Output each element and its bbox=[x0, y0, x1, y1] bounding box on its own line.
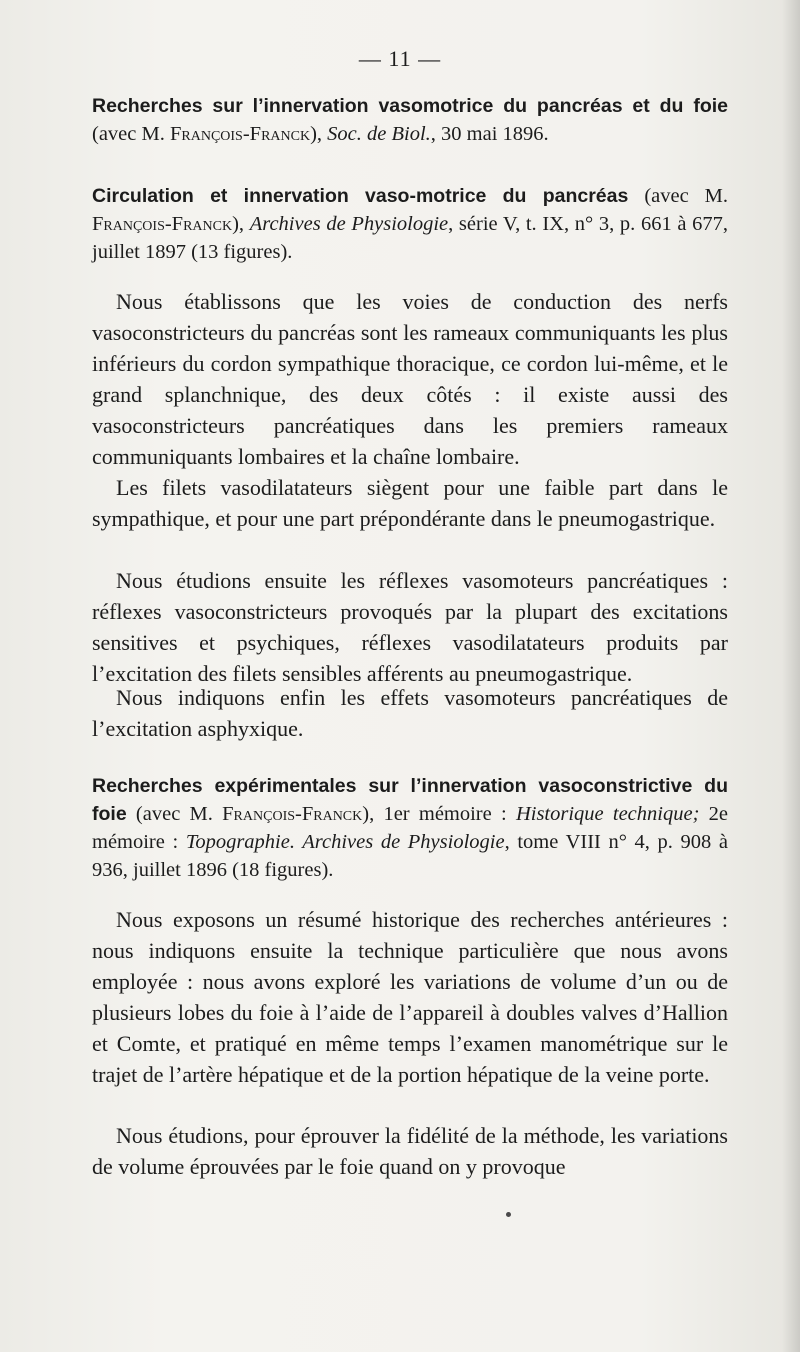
page-edge-shadow bbox=[782, 0, 800, 1352]
entry-ref-mid2: 2e mémoire : bbox=[92, 803, 729, 853]
entry-author: François-Franck bbox=[92, 213, 233, 235]
entry-title: Circulation et innervation vaso-motrice du pancréas bbox=[92, 185, 629, 207]
entry-ref-open: (avec M. bbox=[126, 803, 223, 825]
entry-title: Recherches expérimentales sur l’innervation vasoconstrictive du foie bbox=[92, 775, 728, 825]
entry-journal: Archives de Physiologie bbox=[249, 213, 449, 235]
entry-journal: Soc. de Biol. bbox=[327, 123, 431, 145]
entry-ref-tail: , 30 mai 1896. bbox=[430, 123, 549, 145]
entry-ref-mid: ), bbox=[232, 213, 250, 235]
entry-ref-mid: ), bbox=[310, 123, 328, 145]
paragraph-3: Nous étudions ensuite les réflexes vasomoteurs pancréatiques : réflexes vasoconstricteurs provoqués par la plupart des excitations sensitives et psychiques, réflexes vasodilatateurs produits par l’excitation des filets sensibles afférents au pneumogastrique. bbox=[92, 568, 728, 686]
paragraph-2: Les filets vasodilatateurs siègent pour une faible part dans le sympathique, et pour une part prépondérante dans le pneumogastrique. bbox=[92, 475, 728, 531]
page-number: — 11 — bbox=[358, 46, 442, 71]
entry-ref-tail: , série V, t. IX, n° 3, p. 661 à 677, juillet 1897 (13 figures). bbox=[92, 213, 729, 263]
paragraph-1: Nous établissons que les voies de conduction des nerfs vasoconstricteurs du pancréas sont les rameaux communiquants les plus inférieurs du cordon sympathique thoracique, ce cordon lui-même, et le grand splanchnique, des deux côtés : il existe aussi des vasoconstricteurs pancréatiques dans les premiers rameaux communiquants lombaires et la chaîne lombaire. bbox=[92, 289, 728, 469]
entry-journal: Historique technique; bbox=[515, 803, 700, 825]
entry-author: François-Franck bbox=[222, 803, 363, 825]
entry-ref-tail: , tome VIII n° 4, p. 908 à 936, juillet 1896 (18 figures). bbox=[92, 831, 729, 881]
paragraph-5: Nous exposons un résumé historique des recherches antérieures : nous indiquons ensuite la technique particulière que nous avons employée : nous avons exploré les variations de volume d’un ou de plusieurs lobes du foie à l’aide de l’appareil à doubles valves d’Hallion et Comte, et pratiqué en même temps l’examen manométrique sur le trajet de l’artère hépatique et de la portion hépatique de la veine porte. bbox=[92, 907, 728, 1087]
bibliography-entry-2 bbox=[92, 182, 728, 266]
entry-ref-open: (avec M. bbox=[92, 123, 170, 145]
entry-title: Recherches sur l’innervation vasomotrice du pancréas et du foie bbox=[92, 95, 728, 117]
paragraph-4: Nous indiquons enfin les effets vasomoteurs pancréatiques de l’excitation asphyxique. bbox=[92, 685, 728, 741]
bibliography-entry-1 bbox=[92, 92, 728, 148]
entry-ref-open: (avec M. bbox=[628, 185, 728, 207]
entry-author: François-Franck bbox=[169, 123, 311, 145]
bibliography-entry-3 bbox=[92, 772, 728, 884]
entry-ref-mid: ), 1er mémoire : bbox=[362, 803, 516, 825]
ink-speck bbox=[506, 1212, 511, 1217]
paragraph-6: Nous étudions, pour éprouver la fidélité de la méthode, les variations de volume éprouvées par le foie quand on y provoque bbox=[92, 1123, 728, 1179]
entry-journal-2: Topographie. Archives de Physiologie bbox=[185, 831, 505, 853]
